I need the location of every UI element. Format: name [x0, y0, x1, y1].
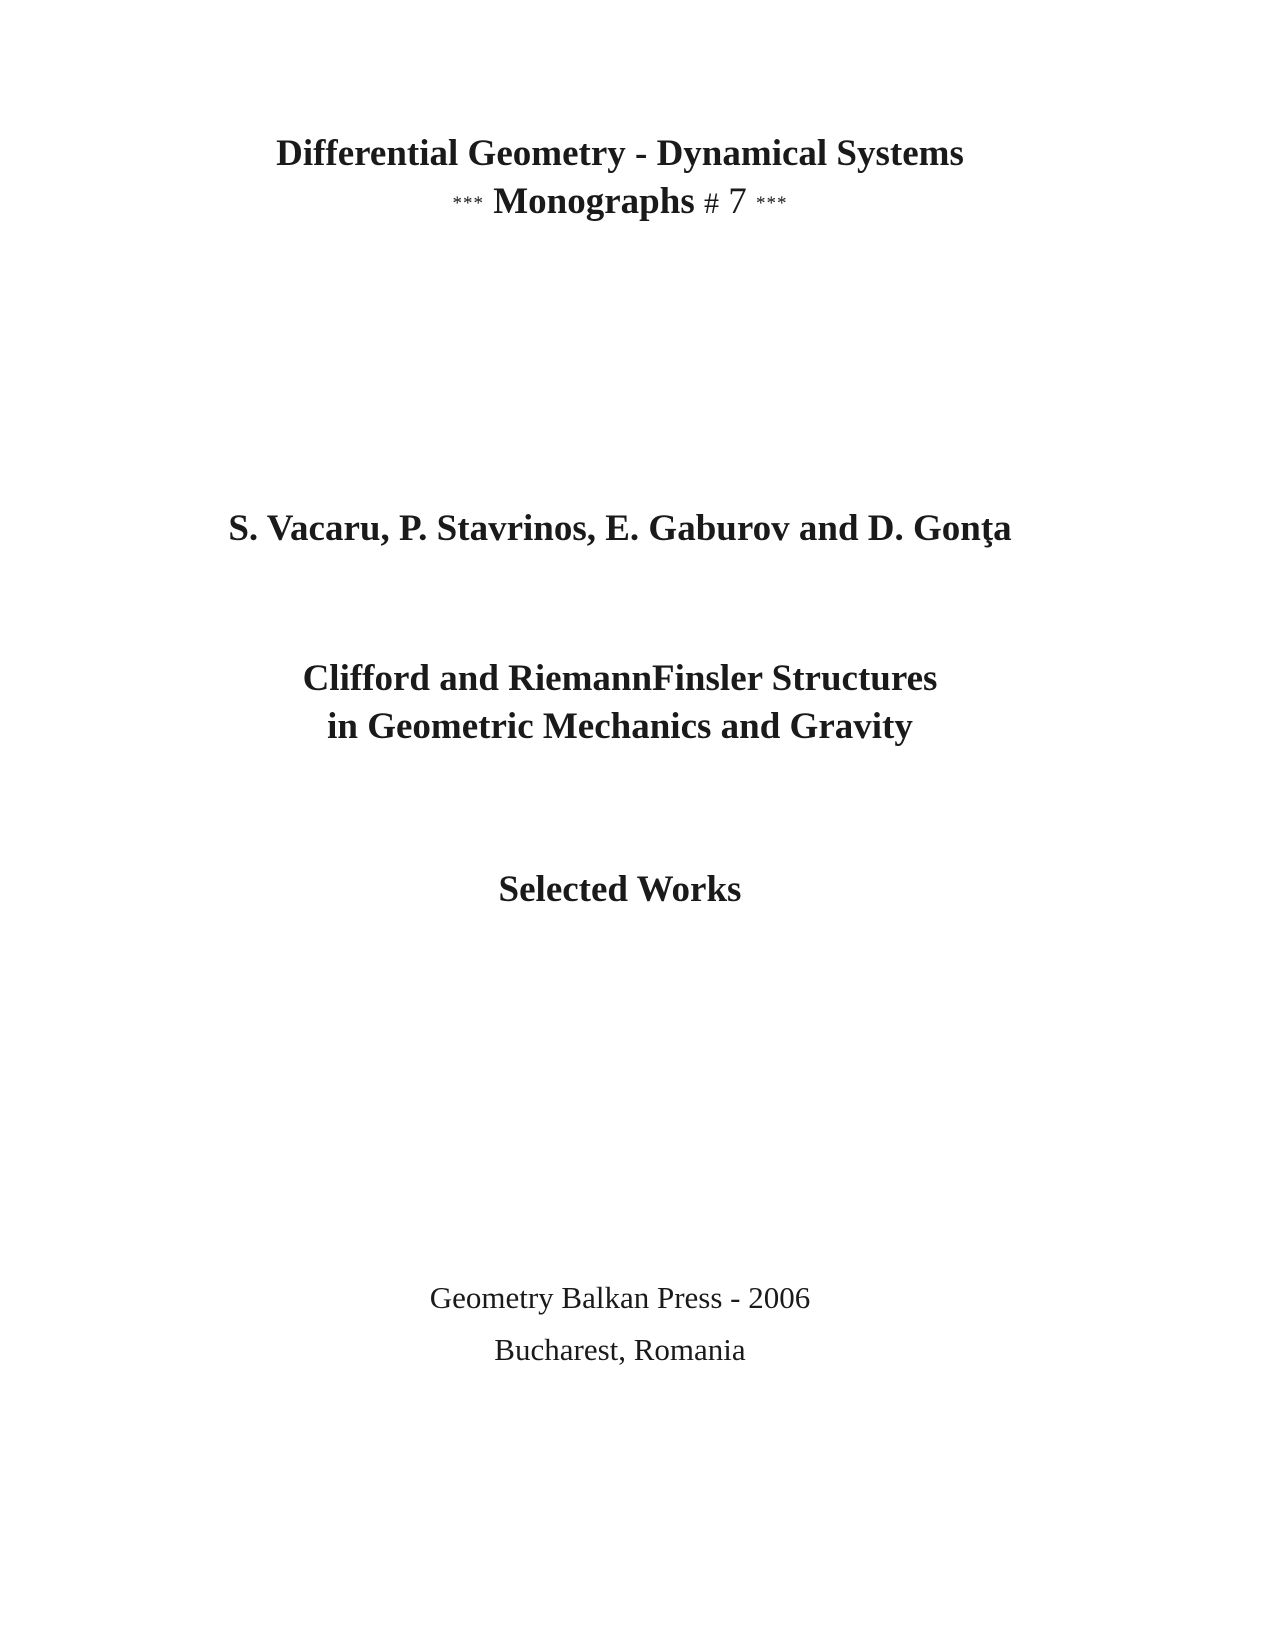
book-title-line-1: Clifford and RiemannFinsler Structures: [302, 658, 938, 699]
series-number-line: [0, 180, 1240, 223]
location: Bucharest, Romania: [494, 1332, 746, 1367]
monographs-label: Monographs: [493, 181, 695, 222]
stars-right: ***: [755, 193, 788, 214]
series-number: 7: [728, 181, 747, 222]
hash-symbol: #: [703, 187, 719, 220]
book-title-line-2: in Geometric Mechanics and Gravity: [327, 706, 913, 747]
subtitle: Selected Works: [498, 869, 742, 910]
publisher: Geometry Balkan Press - 2006: [429, 1280, 811, 1315]
series-title: Differential Geometry - Dynamical Systems: [276, 133, 964, 174]
authors: S. Vacaru, P. Stavrinos, E. Gaburov and D. Gonţa: [228, 508, 1012, 549]
stars-left: ***: [452, 193, 484, 214]
